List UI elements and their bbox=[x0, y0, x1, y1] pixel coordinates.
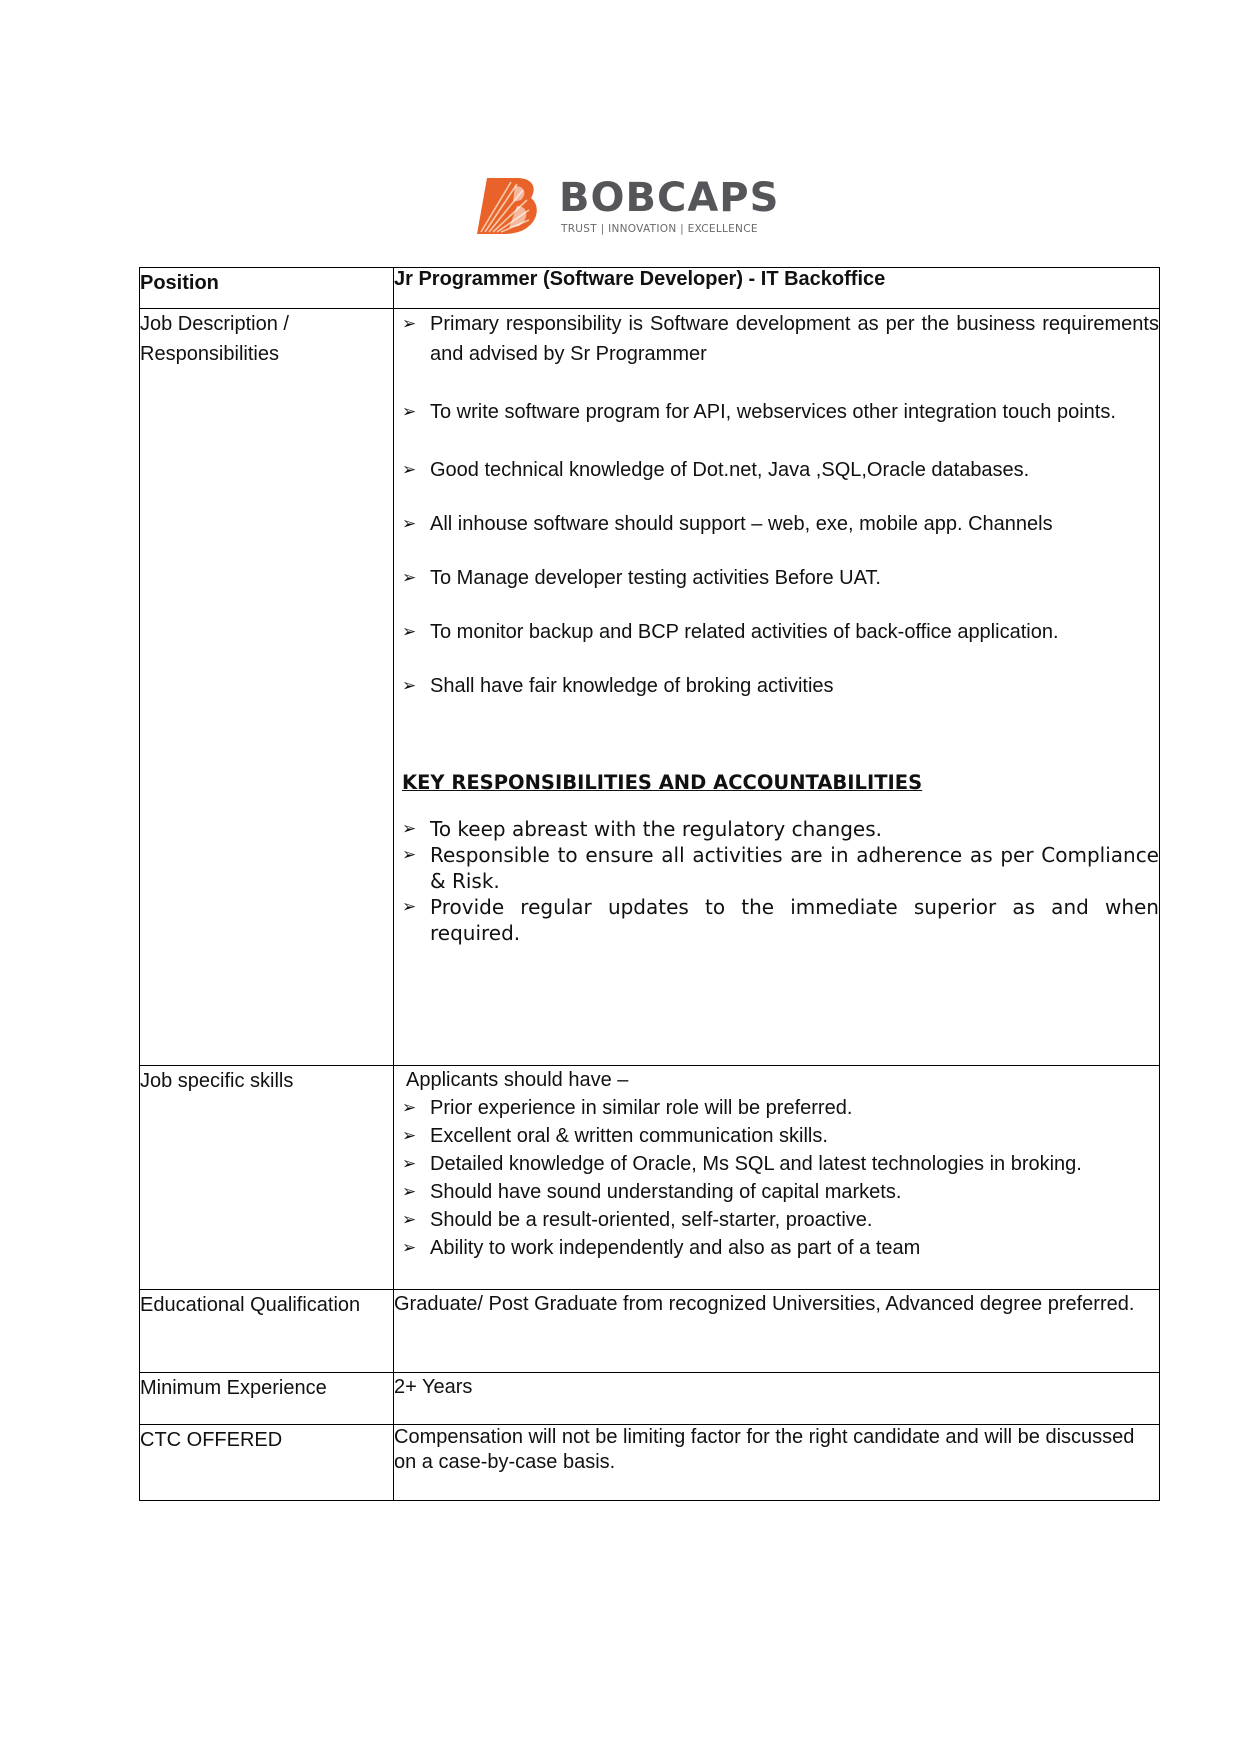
arrow-bullet-icon: ➢ bbox=[402, 845, 417, 864]
list-item: ➢ Detailed knowledge of Oracle, Ms SQL and latest technologies in broking. bbox=[394, 1150, 1159, 1178]
arrow-bullet-icon: ➢ bbox=[402, 568, 417, 587]
list-item: ➢ Excellent oral & written communication skills. bbox=[394, 1122, 1159, 1150]
list-item: ➢ To keep abreast with the regulatory changes. bbox=[402, 817, 882, 841]
skills-list bbox=[394, 1094, 1159, 1262]
job-description-label: Job Description / Responsibilities bbox=[140, 309, 394, 1066]
list-item: ➢ Should have sound understanding of capital markets. bbox=[394, 1178, 1159, 1206]
arrow-bullet-icon: ➢ bbox=[402, 1182, 417, 1201]
list-item: ➢ All inhouse software should support – web, exe, mobile app. Channels bbox=[394, 509, 1159, 539]
ctc-value: Compensation will not be limiting factor for the right candidate and will be discussed on a case-by-case basis. bbox=[394, 1425, 1160, 1501]
list-item: ➢ Ability to work independently and also as part of a team bbox=[394, 1234, 1159, 1262]
list-item: ➢ Responsible to ensure all activities are in adherence as per Compliance & Risk. bbox=[402, 843, 1159, 893]
row-job-description bbox=[140, 309, 1160, 1066]
arrow-bullet-icon: ➢ bbox=[402, 676, 417, 695]
list-item: ➢ Shall have fair knowledge of broking activities bbox=[394, 671, 1159, 701]
ctc-label: CTC OFFERED bbox=[140, 1425, 394, 1501]
list-item: ➢ To Manage developer testing activities Before UAT. bbox=[394, 563, 1159, 593]
education-value: Graduate/ Post Graduate from recognized Universities, Advanced degree preferred. bbox=[394, 1290, 1160, 1373]
position-label: Position bbox=[140, 268, 394, 309]
arrow-bullet-icon: ➢ bbox=[402, 1154, 417, 1173]
arrow-bullet-icon: ➢ bbox=[402, 622, 417, 641]
list-item: ➢ To monitor backup and BCP related activities of back-office application. bbox=[394, 617, 1159, 647]
jd-list bbox=[394, 309, 1159, 701]
list-item: ➢ Should be a result-oriented, self-starter, proactive. bbox=[394, 1206, 1159, 1234]
arrow-bullet-icon: ➢ bbox=[402, 819, 417, 838]
list-item: ➢ Good technical knowledge of Dot.net, Java ,SQL,Oracle databases. bbox=[394, 455, 1159, 485]
arrow-bullet-icon: ➢ bbox=[402, 1210, 417, 1229]
row-education bbox=[140, 1290, 1160, 1373]
brand-name: BOBCAPS bbox=[559, 175, 780, 221]
experience-value: 2+ Years bbox=[394, 1373, 1160, 1425]
list-item: ➢ Provide regular updates to the immediate superior as and when required. bbox=[402, 895, 1159, 945]
list-item: ➢ To write software program for API, webservices other integration touch points. bbox=[394, 397, 1159, 427]
key-responsibilities-list bbox=[394, 816, 1159, 946]
experience-label: Minimum Experience bbox=[140, 1373, 394, 1425]
skills-label: Job specific skills bbox=[140, 1066, 394, 1290]
skills-cell bbox=[394, 1066, 1160, 1290]
key-responsibilities-heading: KEY RESPONSIBILITIES AND ACCOUNTABILITIES bbox=[402, 771, 923, 794]
bobcaps-logo bbox=[477, 172, 780, 242]
arrow-bullet-icon: ➢ bbox=[402, 514, 417, 533]
arrow-bullet-icon: ➢ bbox=[402, 1238, 417, 1257]
arrow-bullet-icon: ➢ bbox=[402, 402, 417, 421]
brand-tagline: TRUST | INNOVATION | EXCELLENCE bbox=[561, 223, 758, 235]
row-ctc bbox=[140, 1425, 1160, 1501]
skills-intro: Applicants should have – bbox=[406, 1069, 629, 1091]
job-details-table bbox=[139, 267, 1160, 1501]
row-experience bbox=[140, 1373, 1160, 1425]
arrow-bullet-icon: ➢ bbox=[402, 314, 417, 333]
arrow-bullet-icon: ➢ bbox=[402, 460, 417, 479]
job-description-cell bbox=[394, 309, 1160, 1066]
row-skills bbox=[140, 1066, 1160, 1290]
bob-logo-mark-icon bbox=[477, 174, 541, 236]
arrow-bullet-icon: ➢ bbox=[402, 1098, 417, 1117]
arrow-bullet-icon: ➢ bbox=[402, 897, 417, 916]
education-label: Educational Qualification bbox=[140, 1290, 394, 1373]
position-value: Jr Programmer (Software Developer) - IT Backoffice bbox=[394, 268, 1160, 309]
arrow-bullet-icon: ➢ bbox=[402, 1126, 417, 1145]
list-item: ➢ Prior experience in similar role will be preferred. bbox=[394, 1094, 1159, 1122]
row-position bbox=[140, 268, 1160, 309]
list-item: ➢ Primary responsibility is Software development as per the business requirements and advised by Sr Programmer bbox=[394, 309, 1159, 369]
